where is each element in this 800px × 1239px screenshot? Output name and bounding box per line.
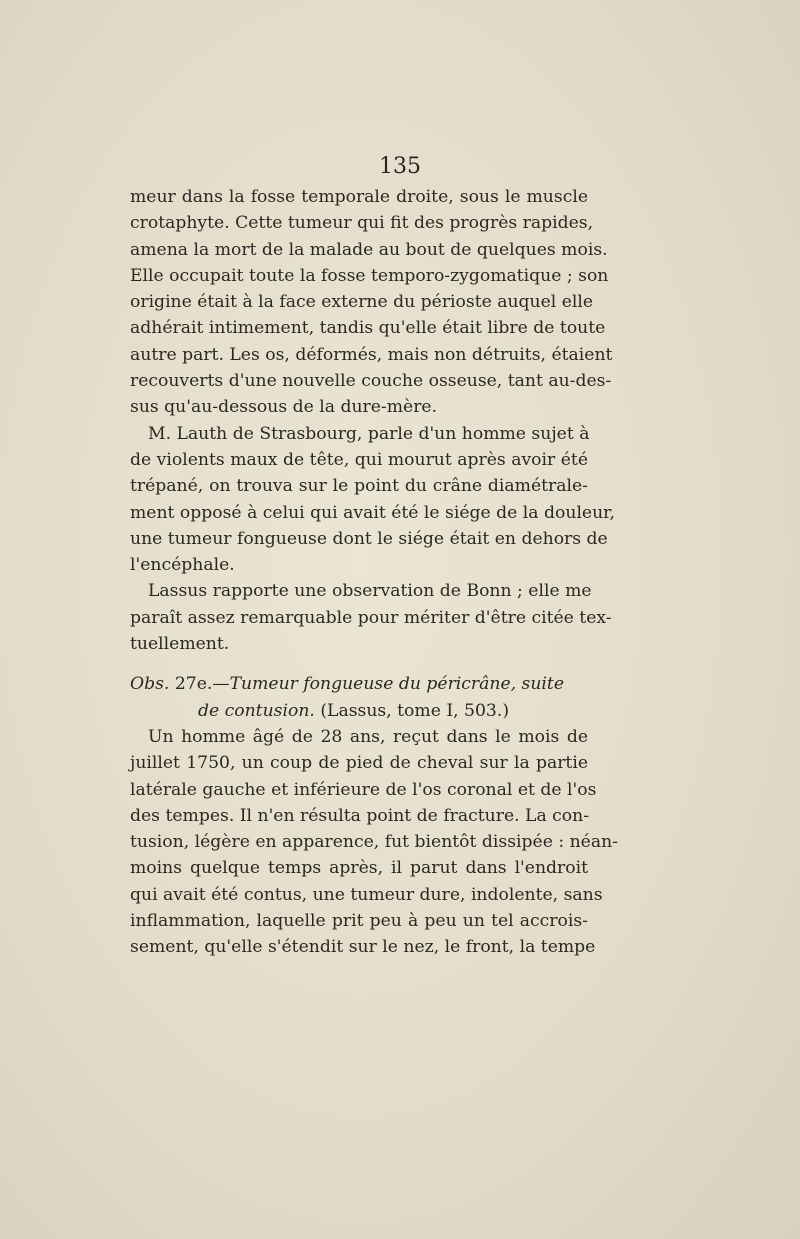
- text-line: trépané, on trouva sur le point du crâne diamétrale-: [130, 476, 588, 497]
- body-text: [130, 184, 618, 961]
- obs-dash: —: [212, 674, 230, 695]
- text-line: tuellement.: [130, 634, 230, 655]
- obs-source: (Lassus, tome I, 503.): [320, 700, 510, 721]
- observation-heading-cont: [130, 698, 588, 724]
- obs-title-2: de contusion.: [198, 700, 315, 721]
- text-line: M. Lauth de Strasbourg, parle d'un homme sujet à: [148, 423, 590, 444]
- text-line: une tumeur fongueuse dont le siége était en dehors de: [130, 528, 608, 549]
- text-line: ment opposé à celui qui avait été le siége de la douleur,: [130, 502, 615, 523]
- text-line: Elle occupait toute la fosse temporo-zygomatique ; son: [130, 265, 609, 286]
- text-line: autre part. Les os, déformés, mais non détruits, étaient: [130, 344, 613, 365]
- obs-number: 27e.: [174, 674, 213, 695]
- obs-label: Obs.: [130, 674, 170, 695]
- text-line: Lassus rapporte une observation de Bonn ; elle me: [148, 581, 592, 602]
- obs-title: Tumeur fongueuse du péricrâne, suite: [229, 674, 565, 695]
- text-line: amena la mort de la malade au bout de quelques mois.: [130, 239, 608, 260]
- text-line: paraît assez remarquable pour mériter d'être citée tex-: [130, 607, 612, 628]
- text-line: juillet 1750, un coup de pied de cheval sur la partie: [130, 753, 588, 774]
- text-line: des tempes. Il n'en résulta point de fracture. La con-: [130, 805, 590, 826]
- text-line: tusion, légère en apparence, fut bientôt dissipée : néan-: [130, 832, 618, 853]
- text-line: sus qu'au-dessous de la dure-mère.: [130, 397, 438, 418]
- text-line: sement, qu'elle s'étendit sur le nez, le front, la tempe: [130, 937, 596, 958]
- text-line: adhérait intimement, tandis qu'elle était libre de toute: [130, 318, 606, 339]
- observation-heading: [130, 671, 588, 697]
- section-gap: [130, 657, 588, 671]
- text-line: l'encéphale.: [130, 555, 235, 576]
- text-line: qui avait été contus, une tumeur dure, indolente, sans: [130, 884, 603, 905]
- text-line: recouverts d'une nouvelle couche osseuse, tant au-des-: [130, 371, 612, 392]
- text-line: moins quelque temps après, il parut dans l'endroit: [130, 858, 588, 879]
- text-line: latérale gauche et inférieure de l'os coronal et de l'os: [130, 779, 597, 800]
- text-line: crotaphyte. Cette tumeur qui fit des progrès rapides,: [130, 213, 594, 234]
- text-line: origine était à la face externe du périoste auquel elle: [130, 292, 594, 313]
- text-line: meur dans la fosse temporale droite, sous le muscle: [130, 187, 588, 207]
- text-line: de violents maux de tête, qui mourut après avoir été: [130, 449, 588, 470]
- text-line: inflammation, laquelle prit peu à peu un tel accrois-: [130, 911, 588, 932]
- text-line: Un homme âgé de 28 ans, reçut dans le mois de: [148, 726, 588, 747]
- page-number: 135: [379, 154, 421, 179]
